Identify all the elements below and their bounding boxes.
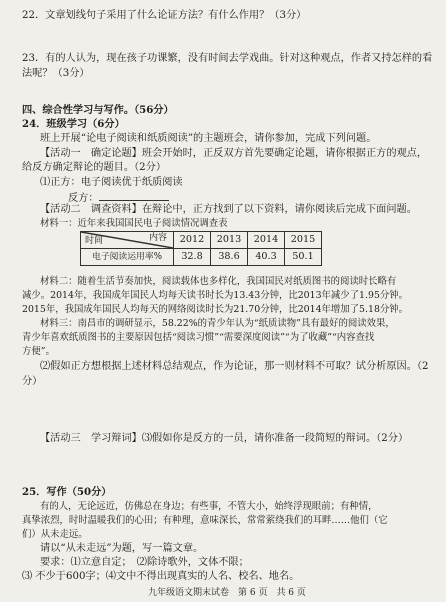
essay-prompt-line-3: 们）从未走远。 [22, 529, 88, 540]
con-label: 反方： [68, 193, 99, 204]
essay-requirements-1: 要求：⑴立意自定； ⑵除诗歌外，文体不限； [40, 557, 249, 568]
question-2-line-2: 分） [22, 376, 43, 387]
pro-text: 电子阅读优于纸质阅读 [80, 177, 183, 188]
question-2-line-1: ⑵假如正方想根据上述材料总结观点，作为论证，那一则材料不可取？试分析原因。（2 [40, 361, 429, 372]
essay-prompt-line-1: 有的人，无论远近，仿佛总在身边；有些事，不管大小，始终浮现眼前；有种情， [40, 501, 378, 512]
activity-3: 【活动三 学习辩词】⑶假如你是反方的一员，请你准备一段简短的辩词。（2分） [40, 433, 409, 444]
material-2-line-2: 减少。2014年，我国成年国民人均每天读书时长为13.43分钟，比2013年减少了1.95分钟。 [22, 290, 409, 301]
con-answer-blank[interactable] [99, 191, 169, 201]
question-22: 22．文章划线句子采用了什么论证方法？有什么作用？（3分） [22, 10, 307, 21]
table-header-cell [81, 232, 174, 249]
pro-side [40, 177, 183, 189]
question-23-line-2: 法呢？（3分） [22, 68, 90, 79]
material-3-line-3: 方便”。 [22, 346, 55, 357]
value-cell: 40.3 [248, 249, 285, 266]
material-2-line-1: 材料二：随着生活节奏加快，阅读载体也多样化，我国国民对纸质图书的阅读时长略有 [40, 276, 397, 287]
reading-survey-table [80, 231, 322, 266]
value-cell: 32.8 [174, 249, 211, 266]
year-cell: 2013 [211, 232, 248, 249]
essay-requirements-2: ⑶ 不少于600字；⑷文中不得出现真实的人名、校名、地名。 [22, 571, 300, 582]
header-content-label: 内容 [148, 233, 167, 243]
page-footer: 九年级语文期末试卷 第 6 页 共 6 页 [148, 588, 306, 598]
row-label-cell: 电子阅读运用率% [81, 249, 174, 266]
material-1-caption: 材料一：近年来我国国民电子阅读情况调查表 [40, 218, 228, 229]
activity-1-line-1: 【活动一 确定论题】班会开始时，正反双方首先要确定论题，请你根据正方的观点， [40, 148, 428, 159]
header-time-label: 时间 [85, 236, 104, 247]
year-cell: 2015 [285, 232, 322, 249]
section-4-heading: 四、综合性学习与写作。（56分） [22, 104, 174, 116]
value-cell: 38.6 [211, 249, 248, 266]
material-3-line-1: 材料三：南昌市的调研显示，58.22%的青少年认为“纸质读物”具有最好的阅读效果， [40, 318, 395, 329]
year-cell: 2014 [248, 232, 285, 249]
activity-2: 【活动二 调查资料】在辩论中，正方找到了以下资料，请你阅读后完成下面问题。 [40, 204, 417, 215]
material-3-line-2: 青少年喜欢纸质图书的主要原因包括“阅读习惯”“需要深度阅读”“为了收藏”“内容查找 [22, 332, 375, 343]
essay-title-instruction: 请以“从未走远”为题，写一篇文章。 [40, 543, 204, 554]
question-23-line-1: 23．有的人认为，现在孩子功课繁，没有时间去学戏曲。针对这种观点，作者又持怎样的看 [22, 53, 433, 64]
table-row [81, 232, 322, 249]
value-cell: 50.1 [285, 249, 322, 266]
essay-prompt-line-2: 真挚浓烈，时时温暖我们的心田；有种理，意味深长，常常萦绕我们的耳畔……他们（它 [22, 515, 388, 526]
q24-intro: 班上开展“论电子阅读和纸质阅读”的主题班会，请你参加，完成下列问题。 [40, 133, 377, 144]
pro-label: ⑴正方： [40, 177, 81, 188]
year-cell: 2012 [174, 232, 211, 249]
table-row [81, 249, 322, 266]
material-2-line-3: 2015年，我国成年国民人均每天的网络阅读时长为21.70分钟，比2014年增加了5.18分钟。 [22, 304, 409, 315]
activity-1-line-2: 给反方确定辩论的题目。（2分） [22, 162, 167, 173]
question-24-heading: 24．班级学习（6分） [22, 118, 125, 130]
question-25-heading: 25．写作（50分） [22, 486, 112, 498]
